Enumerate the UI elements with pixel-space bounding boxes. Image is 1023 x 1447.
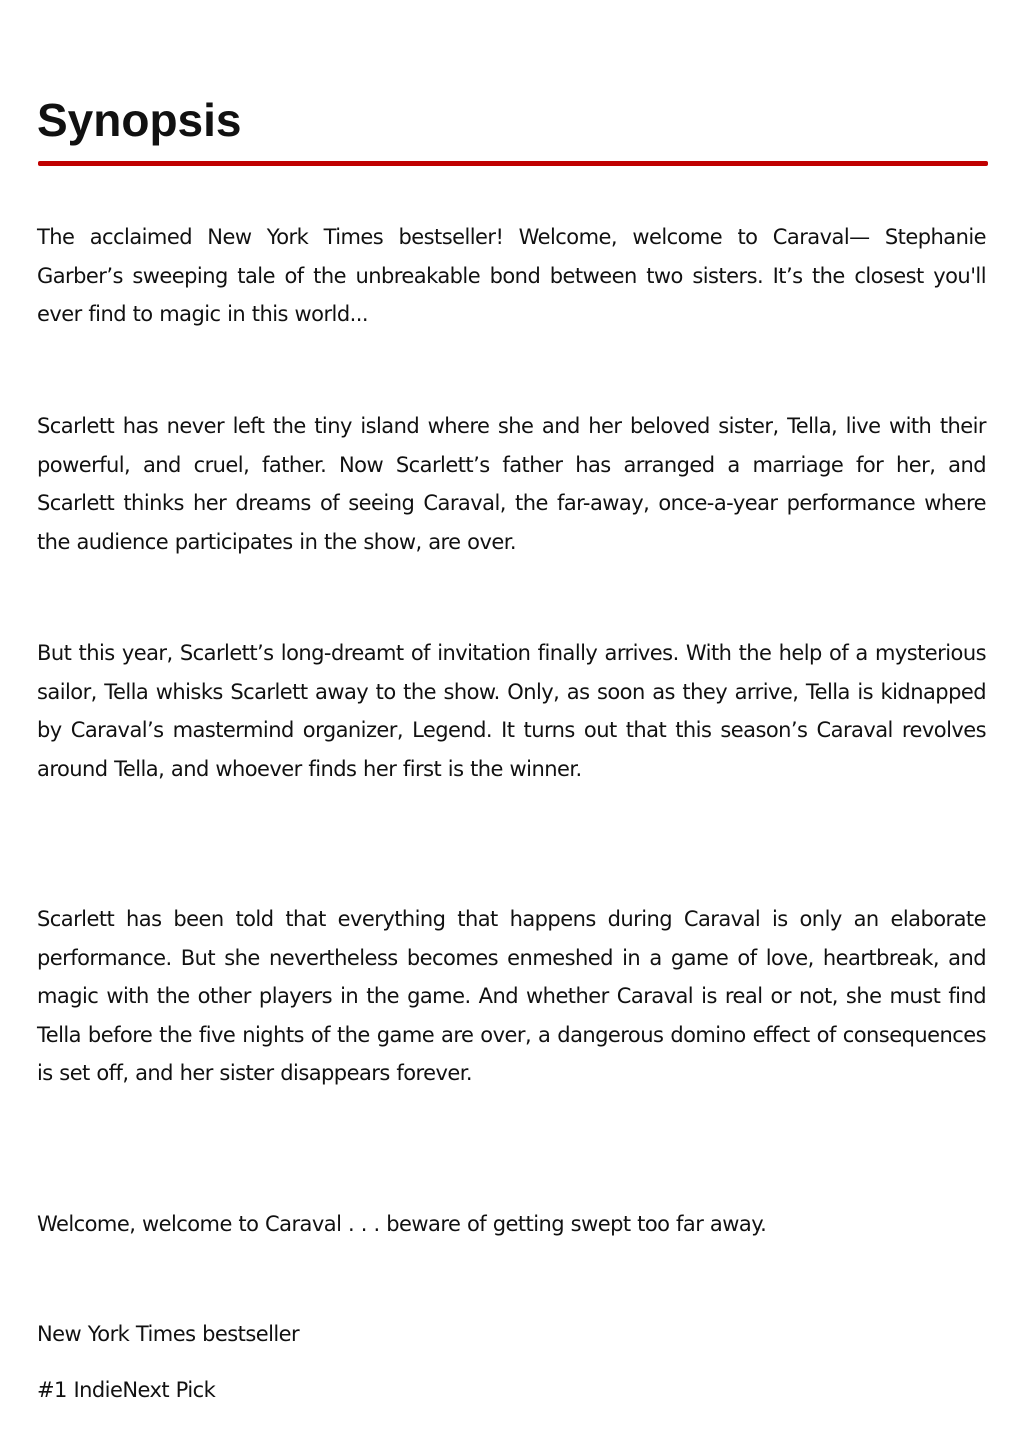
page-title: Synopsis <box>37 94 242 146</box>
title-underline-divider <box>38 161 988 166</box>
accolade-bestseller: New York Times bestseller <box>37 1322 300 1346</box>
accolade-indienext: #1 IndieNext Pick <box>37 1378 216 1402</box>
synopsis-paragraph-invitation: But this year, Scarlett’s long-dreamt of invitation finally arrives. With the help of a mysterious sailor, Tella whisks Scarlett away to the show. Only, as soon as they arrive, Tella is kidnapped by Caraval’s mastermind organizer, Legend. It turns out that this season’s Caraval revolves around Tella, and whoever finds her first is the winner. <box>37 641 986 781</box>
synopsis-paragraph-welcome: Welcome, welcome to Caraval . . . beware of getting swept too far away. <box>37 1212 767 1236</box>
synopsis-paragraph-scarlett: Scarlett has never left the tiny island where she and her beloved sister, Tella, live with their powerful, and cruel, father. Now Scarlett’s father has arranged a marriage for her, and Scarlett thinks her dreams of seeing Caraval, the far-away, once-a-year performance where the audience participates in the show, are over. <box>37 414 986 554</box>
synopsis-paragraph-game: Scarlett has been told that everything that happens during Caraval is only an elaborate performance. But she nevertheless becomes enmeshed in a game of love, heartbreak, and magic with the other players in the game. And whether Caraval is real or not, she must find Tella before the five nights of the game are over, a dangerous domino effect of consequences is set off, and her sister disappears forever. <box>37 907 986 1086</box>
synopsis-paragraph-intro: The acclaimed New York Times bestseller! Welcome, welcome to Caraval— Stephanie Garber’s sweeping tale of the unbreakable bond between two sisters. It’s the closest you'll ever find to magic in this world... <box>37 225 986 327</box>
